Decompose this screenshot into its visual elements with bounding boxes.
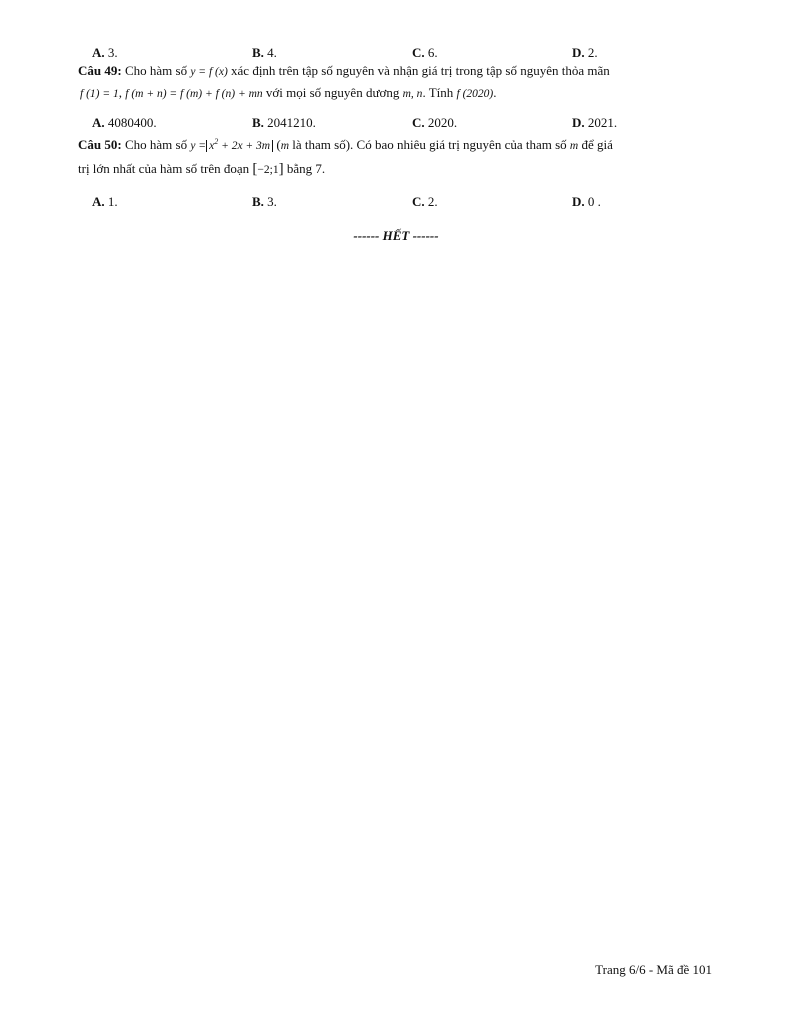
absolute-value-expression: $x^2 + 2x + 3m$ [206,140,273,152]
question-50-line-1: Câu 50: Cho hàm số $y = x^2 + 2x + 3m$ (m là tham số). Có bao nhiêu giá trị nguyên của tham số m để giá [78,136,613,152]
q48-options-row [0,44,792,62]
option-a: A. 3. [92,45,118,60]
option-d: D. 0 . [572,194,601,209]
question-49-line-1: Câu 49: Cho hàm số y = f (x) xác định trên tập số nguyên và nhận giá trị trong tập số nguyên thỏa mãn [78,63,610,78]
question-49-line-2: f (1) = 1, f (m + n) = f (m) + f (n) + mn với mọi số nguyên dương m, n. Tính f (2020). [80,85,497,100]
option-b: B. 2041210. [252,115,316,130]
q50-options-row [0,193,792,211]
option-b: B. 3. [252,194,277,209]
option-c: C. 6. [412,45,438,60]
page-footer: Trang 6/6 - Mã đề 101 [595,962,712,977]
q49-options-row [0,114,792,132]
interval: −2;1 [257,164,279,176]
option-d: D. 2021. [572,115,618,130]
option-b: B. 4. [252,45,277,60]
question-number: Câu 49: [78,63,122,78]
option-a: A. 4080400. [92,115,157,130]
option-d: D. 2. [572,45,598,60]
option-c: C. 2. [412,194,438,209]
option-a: A. 1. [92,194,118,209]
end-marker: ------ HẾT ------ [353,228,439,243]
question-50-line-2: trị lớn nhất của hàm số trên đoạn [−2;1] bằng 7. [78,161,326,177]
question-number: Câu 50: [78,136,122,152]
option-c: C. 2020. [412,115,458,130]
